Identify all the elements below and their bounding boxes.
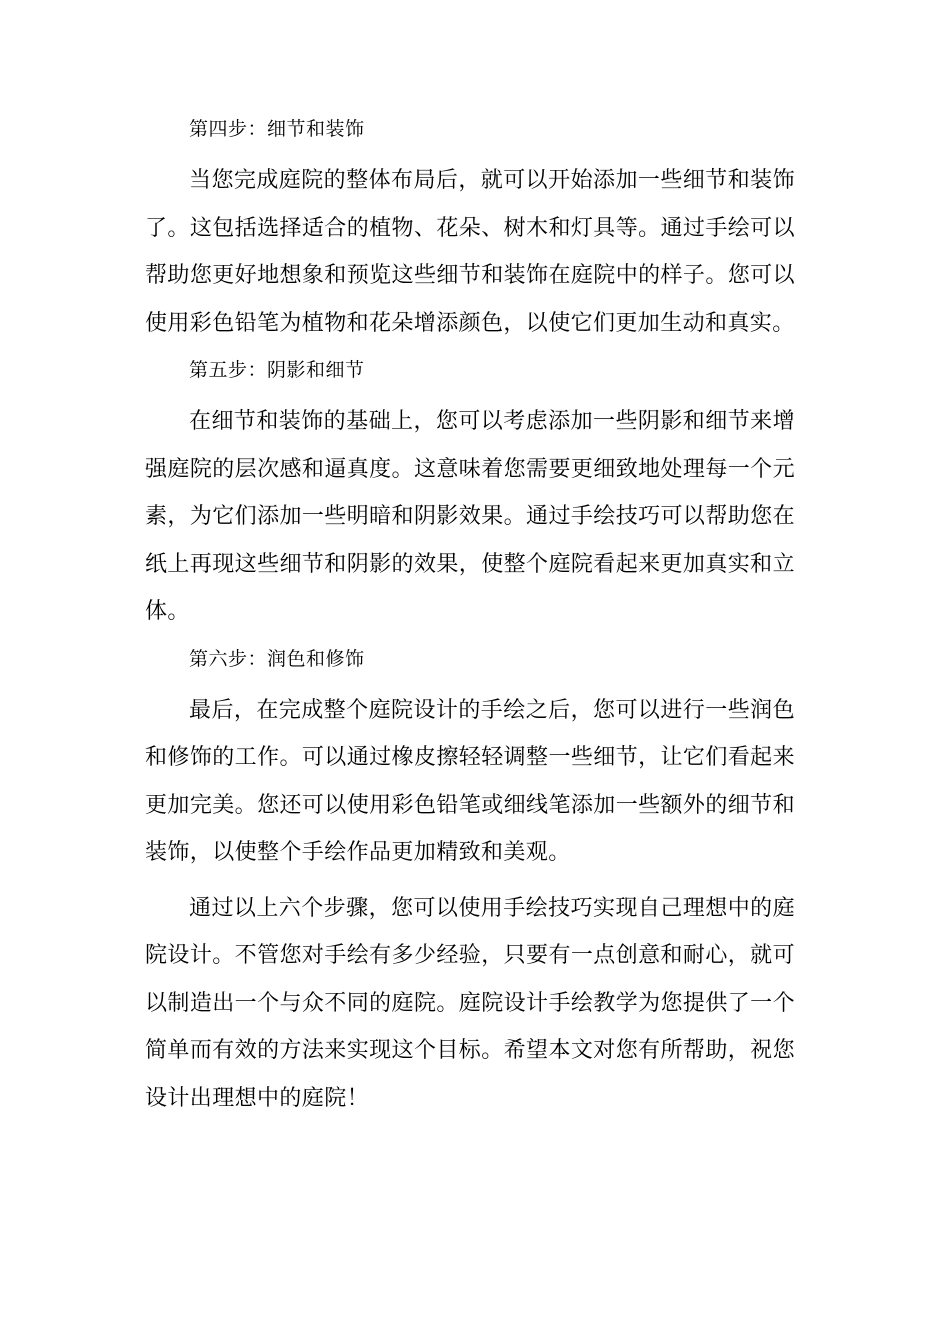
step-five-heading: 第五步：阴影和细节 — [189, 359, 365, 381]
document-page — [145, 106, 795, 1122]
step-four-heading: 第四步：细节和装饰 — [189, 118, 365, 140]
step-six-heading: 第六步：润色和修饰 — [189, 647, 365, 670]
step-four-paragraph: 当您完成庭院的整体布局后，就可以开始添加一些细节和装饰了。这包括选择适合的植物、花朵、树木和灯具等。通过手绘可以帮助您更好地想象和预览这些细节和装饰在庭院中的样子。您可以使用彩色铅笔为植物和花朵增添颜色，以使它们更加生动和真实。 — [145, 168, 795, 336]
step-five-paragraph: 在细节和装饰的基础上，您可以考虑添加一些阴影和细节来增强庭院的层次感和逼真度。这意味着您需要更细致地处理每一个元素，为它们添加一些明暗和阴影效果。通过手绘技巧可以帮助您在纸上再现这些细节和阴影的效果，使整个庭院看起来更加真实和立体。 — [145, 409, 795, 624]
step-six-paragraph: 最后，在完成整个庭院设计的手绘之后，您可以进行一些润色和修饰的工作。可以通过橡皮擦轻轻调整一些细节，让它们看起来更加完美。您还可以使用彩色铅笔或细线笔添加一些额外的细节和装饰，以使整个手绘作品更加精致和美观。 — [145, 697, 795, 865]
conclusion-paragraph: 通过以上六个步骤，您可以使用手绘技巧实现自己理想中的庭院设计。不管您对手绘有多少经验，只要有一点创意和耐心，就可以制造出一个与众不同的庭院。庭院设计手绘教学为您提供了一个简单而有效的方法来实现这个目标。希望本文对您有所帮助，祝您设计出理想中的庭院！ — [145, 895, 795, 1111]
